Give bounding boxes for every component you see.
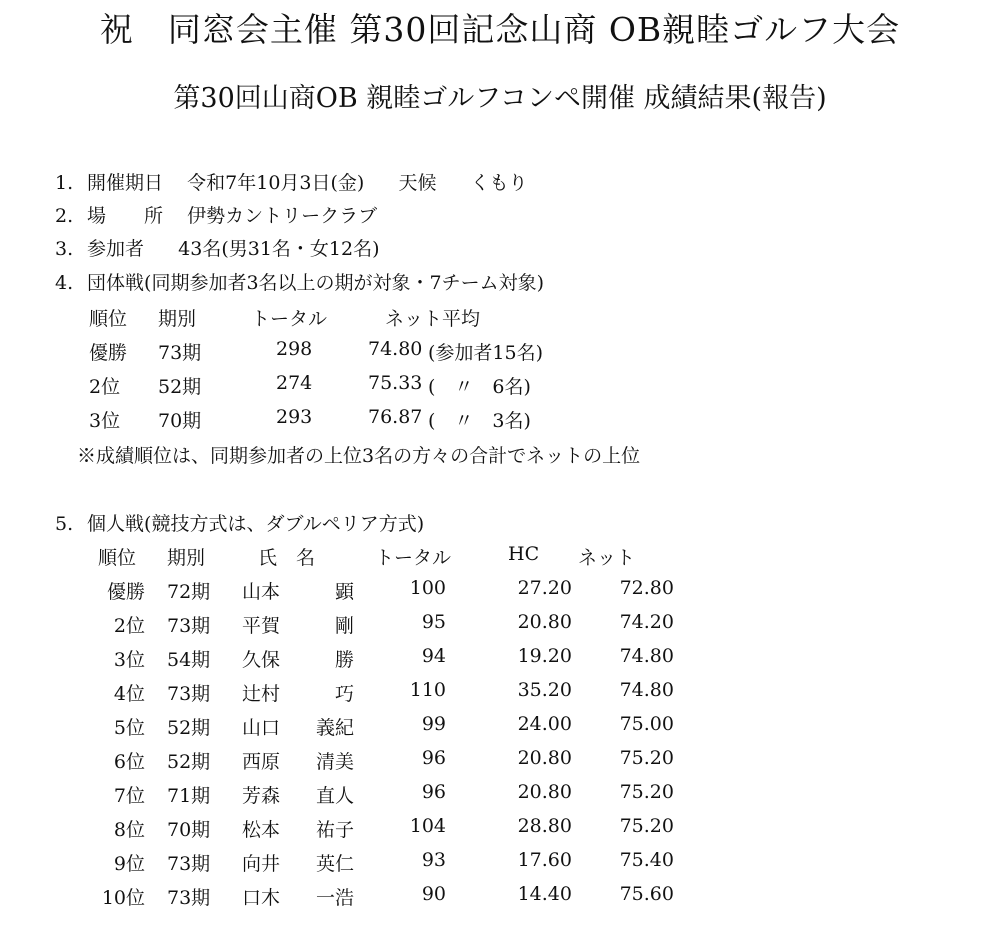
individual-hc: 20.80: [517, 747, 572, 769]
individual-header-term: 期別: [167, 547, 206, 569]
individual-table-row: [0, 577, 1000, 605]
individual-rank: 4位: [113, 683, 145, 705]
item-label: 団体戦(同期参加者3名以上の期が対象・7チーム対象): [87, 272, 545, 294]
team-total: 293: [276, 406, 313, 428]
team-header-net-avg: ネット平均: [385, 308, 481, 330]
team-rank: 優勝: [89, 342, 128, 364]
individual-term: 72期: [167, 581, 211, 603]
individual-hc: 20.80: [517, 781, 572, 803]
individual-term: 73期: [167, 683, 211, 705]
individual-net: 75.20: [619, 815, 674, 837]
individual-given-name: 清美: [315, 751, 354, 773]
place-value: 伊勢カントリークラブ: [187, 205, 378, 227]
individual-hc: 24.00: [517, 713, 572, 735]
individual-term: 73期: [167, 853, 211, 875]
team-table-header: [0, 304, 1000, 332]
individual-surname: 芳森: [242, 785, 281, 807]
individual-total: 90: [421, 883, 446, 905]
individual-given-name: 巧: [334, 683, 354, 705]
team-term: 52期: [158, 376, 202, 398]
individual-given-name: 一浩: [315, 887, 354, 909]
individual-total: 95: [421, 611, 446, 633]
individual-rank: 優勝: [106, 581, 145, 603]
individual-header-name: 氏 名: [258, 547, 316, 569]
item-number: 3.: [55, 238, 74, 260]
individual-net: 74.80: [619, 645, 674, 667]
team-header-total: トータル: [251, 308, 328, 330]
item-label: 場 所: [87, 205, 164, 227]
team-table-row: [0, 372, 1000, 400]
team-net-avg: 75.33: [368, 372, 423, 394]
individual-given-name: 顕: [334, 581, 354, 603]
individual-header-net: ネット: [578, 547, 636, 569]
item-label: 開催期日: [87, 172, 164, 194]
individual-given-name: 英仁: [315, 853, 354, 875]
individual-net: 75.00: [619, 713, 674, 735]
individual-surname: 西原: [242, 751, 281, 773]
individual-surname: 口木: [242, 887, 281, 909]
weather-value: くもり: [470, 172, 528, 194]
team-footnote: ※成績順位は、同期参加者の上位3名の方々の合計でネットの上位: [77, 445, 641, 467]
individual-table-row: [0, 849, 1000, 877]
team-table-row: [0, 406, 1000, 434]
individual-table-row: [0, 713, 1000, 741]
item-number: 5.: [55, 513, 74, 535]
individual-total: 104: [409, 815, 446, 837]
weather-label: 天候: [398, 172, 437, 194]
individual-total: 110: [409, 679, 446, 701]
individual-rank: 7位: [113, 785, 145, 807]
item-date: [55, 168, 528, 195]
document-subtitle: 第30回山商OB 親睦ゴルフコンペ開催 成績結果(報告): [173, 83, 827, 114]
individual-given-name: 直人: [315, 785, 354, 807]
individual-net: 72.80: [619, 577, 674, 599]
individual-net: 74.20: [619, 611, 674, 633]
individual-rank: 5位: [113, 717, 145, 739]
individual-surname: 松本: [242, 819, 281, 841]
individual-surname: 山口: [242, 717, 281, 739]
item-place: [55, 201, 377, 228]
individual-hc: 14.40: [517, 883, 572, 905]
individual-table-row: [0, 679, 1000, 707]
item-participants: [55, 234, 380, 261]
individual-rank: 3位: [113, 649, 145, 671]
individual-rank: 9位: [113, 853, 145, 875]
team-term: 70期: [158, 410, 202, 432]
individual-net: 74.80: [619, 679, 674, 701]
team-note: ( 〃 3名): [428, 410, 531, 432]
team-term: 73期: [158, 342, 202, 364]
individual-rank: 2位: [113, 615, 145, 637]
individual-table-row: [0, 883, 1000, 911]
individual-given-name: 剛: [334, 615, 354, 637]
individual-given-name: 祐子: [315, 819, 354, 841]
team-total: 274: [276, 372, 313, 394]
date-value: 令和7年10月3日(金): [187, 172, 365, 194]
individual-header-total: トータル: [375, 547, 452, 569]
individual-term: 52期: [167, 717, 211, 739]
team-rank: 2位: [89, 376, 121, 398]
individual-hc: 35.20: [517, 679, 572, 701]
team-header-term: 期別: [158, 308, 197, 330]
item-number: 1.: [55, 172, 74, 194]
item-number: 2.: [55, 205, 74, 227]
individual-rank: 8位: [113, 819, 145, 841]
individual-table-header: [0, 543, 1000, 571]
individual-rank: 10位: [101, 887, 145, 909]
team-note: (参加者15名): [428, 342, 544, 364]
individual-hc: 20.80: [517, 611, 572, 633]
individual-table-row: [0, 781, 1000, 809]
item-label: 参加者: [87, 238, 145, 260]
team-table-row: [0, 338, 1000, 366]
individual-hc: 27.20: [517, 577, 572, 599]
individual-term: 70期: [167, 819, 211, 841]
individual-total: 96: [421, 747, 446, 769]
individual-net: 75.20: [619, 747, 674, 769]
individual-table-row: [0, 611, 1000, 639]
individual-given-name: 勝: [334, 649, 354, 671]
item-label: 個人戦(競技方式は、ダブルペリア方式): [87, 513, 425, 535]
individual-surname: 平賀: [242, 615, 281, 637]
individual-given-name: 義紀: [315, 717, 354, 739]
team-note: ( 〃 6名): [428, 376, 531, 398]
individual-hc: 17.60: [517, 849, 572, 871]
individual-surname: 久保: [242, 649, 281, 671]
team-total: 298: [276, 338, 313, 360]
participants-value: 43名(男31名・女12名): [178, 238, 380, 260]
individual-table-row: [0, 747, 1000, 775]
individual-term: 52期: [167, 751, 211, 773]
individual-hc: 28.80: [517, 815, 572, 837]
team-net-avg: 76.87: [368, 406, 423, 428]
individual-term: 73期: [167, 887, 211, 909]
individual-hc: 19.20: [517, 645, 572, 667]
individual-total: 93: [421, 849, 446, 871]
individual-rank: 6位: [113, 751, 145, 773]
team-rank: 3位: [89, 410, 121, 432]
individual-total: 96: [421, 781, 446, 803]
individual-total: 94: [421, 645, 446, 667]
individual-net: 75.60: [619, 883, 674, 905]
individual-header-hc: HC: [508, 543, 540, 565]
individual-total: 99: [421, 713, 446, 735]
individual-net: 75.20: [619, 781, 674, 803]
individual-term: 73期: [167, 615, 211, 637]
individual-surname: 向井: [242, 853, 281, 875]
team-net-avg: 74.80: [368, 338, 423, 360]
item-individual: [55, 509, 424, 536]
individual-surname: 辻村: [242, 683, 281, 705]
item-team: [55, 268, 544, 295]
item-number: 4.: [55, 272, 74, 294]
individual-table-row: [0, 645, 1000, 673]
individual-total: 100: [409, 577, 446, 599]
individual-net: 75.40: [619, 849, 674, 871]
individual-surname: 山本: [242, 581, 281, 603]
team-header-rank: 順位: [89, 308, 128, 330]
document-title: 祝 同窓会主催 第30回記念山商 OB親睦ゴルフ大会: [99, 10, 901, 49]
individual-term: 71期: [167, 785, 211, 807]
individual-term: 54期: [167, 649, 211, 671]
individual-header-rank: 順位: [98, 547, 137, 569]
individual-table-row: [0, 815, 1000, 843]
